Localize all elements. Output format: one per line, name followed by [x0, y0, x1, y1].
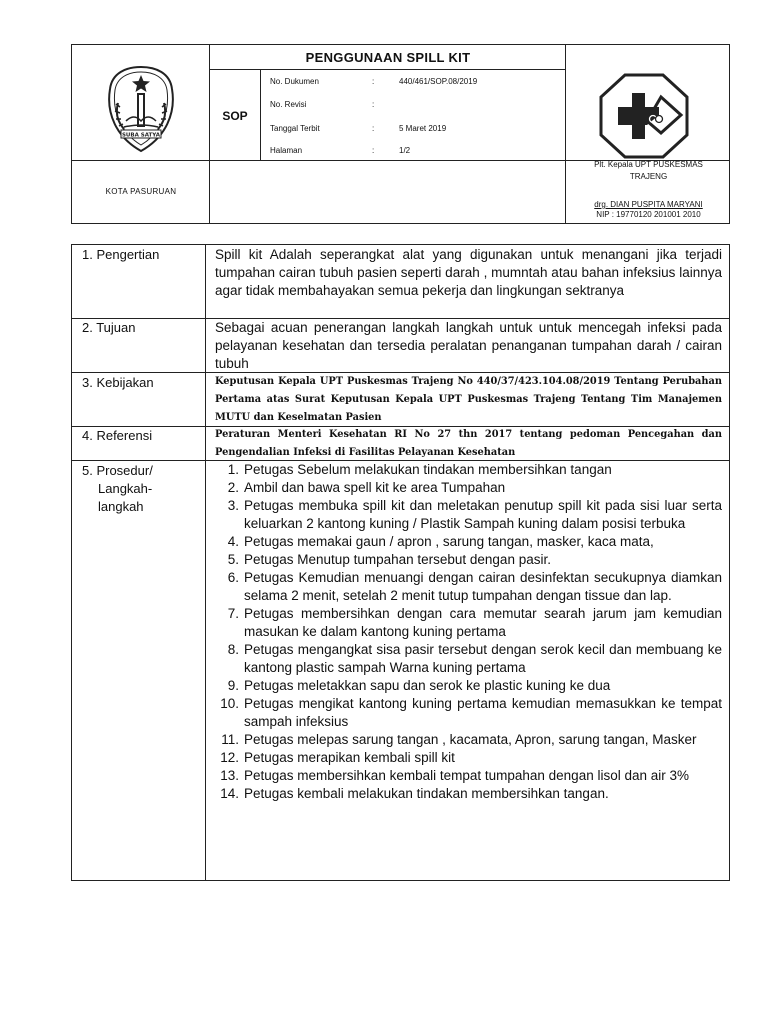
section-text-pengertian: Spill kit Adalah seperangkat alat yang digunakan untuk menangani jika terjadi tumpahan cairan tubuh pasien seperti darah , mumntah atau bahan infeksius lainnya agar tidak membahayakan semua pekerja dan lingkungan sektranya [215, 247, 722, 298]
divider [209, 69, 565, 70]
sop-content-table [71, 244, 730, 881]
meta-colon: : [372, 77, 375, 86]
meta-value-document-number: 440/461/SOP.08/2019 [399, 77, 478, 86]
signature-nip: NIP : 19770120 201001 2010 [596, 210, 701, 219]
signature-role-line-2: TRAJENG [629, 172, 668, 181]
document-title: PENGGUNAAN SPILL KIT [305, 50, 471, 65]
meta-colon: : [372, 100, 375, 109]
procedure-step: 7. Petugas membersihkan dengan cara memutar searah jarum jam kemudian masukan ke dalam kantong kuning pertama [227, 606, 722, 639]
svg-text:SUBA SATYA: SUBA SATYA [121, 132, 161, 139]
procedure-step: 14. Petugas kembali melakukan tindakan membersihkan tangan. [220, 786, 609, 801]
puskesmas-logo [599, 73, 689, 159]
meta-value-page: 1/2 [399, 146, 411, 155]
divider [205, 245, 206, 880]
procedure-step: 10. Petugas mengikat kantong kuning pertama kemudian memasukkan ke tempat sampah infeksius [220, 696, 722, 729]
signature-name: drg. DIAN PUSPITA MARYANI [594, 200, 703, 209]
section-label-prosedur-line-3: langkah [98, 499, 144, 514]
procedure-step: 13. Petugas membersihkan kembali tempat tumpahan dengan lisol dan air 3% [220, 768, 690, 783]
procedure-step: 12. Petugas merapikan kembali spill kit [220, 750, 455, 765]
meta-label-document-number: No. Dukumen [270, 77, 319, 86]
meta-value-issue-date: 5 Maret 2019 [399, 124, 447, 133]
section-text-referensi: Peraturan Menteri Kesehatan RI No 27 thn 2017 tentang pedoman Pencegahan dan Pengendalian Infeksi di Fasilitas Pelayanan Kesehatan [215, 429, 722, 458]
section-label-referensi: 4. Referensi [82, 428, 153, 443]
divider [565, 45, 566, 223]
meta-label-page: Halaman [270, 146, 303, 155]
section-label-tujuan: 2. Tujuan [82, 320, 136, 335]
section-text-tujuan: Sebagai acuan penerangan langkah langkah untuk untuk mencegah infeksi pada pelayanan kesehatan dan tersedia peralatan penanganan tumpahan darah / cairan tubuh [215, 320, 722, 371]
procedure-step: 9. Petugas meletakkan sapu dan serok ke plastic kuning ke dua [227, 678, 611, 693]
kota-pasuruan-emblem [104, 63, 178, 155]
meta-colon: : [372, 146, 375, 155]
signature-role-line-1: Plt. Kepala UPT PUSKESMAS [594, 160, 703, 169]
meta-colon: : [372, 124, 375, 133]
section-text-kebijakan: Keputusan Kepala UPT Puskesmas Trajeng No 440/37/423.104.08/2019 Tentang Perubahan Pertama atas Surat Keputusan Kepala UPT Puskesmas Trajeng Tentang Tim Manajemen MUTU dan Keselmatan Pasien [215, 376, 722, 423]
procedure-step: 2. Ambil dan bawa spell kit ke area Tumpahan [227, 480, 506, 495]
city-label: KOTA PASURUAN [105, 187, 177, 196]
sop-header-table [71, 44, 730, 224]
section-label-prosedur-line-2: Langkah- [98, 481, 153, 496]
procedure-step: 6. Petugas Kemudian menuangi dengan cairan desinfektan secukupnya diamkan selama 2 menit, setelah 2 menit tutup tumpahan dengan tissue dan lap. [227, 570, 722, 603]
procedure-step: 11. Petugas melepas sarung tangan , kacamata, Apron, sarung tangan, Masker [221, 732, 697, 747]
procedure-step: 8. Petugas mengangkat sisa pasir tersebut dengan serok kecil dan membuang ke kantong plastic sampah Warna kuning pertama [227, 642, 722, 675]
procedure-step: 5. Petugas Menutup tumpahan tersebut dengan pasir. [227, 552, 551, 567]
procedure-step: 4. Petugas memakai gaun / apron , sarung tangan, masker, kaca mata, [227, 534, 654, 549]
procedure-step: 1. Petugas Sebelum melakukan tindakan membersihkan tangan [227, 462, 612, 477]
divider [260, 70, 261, 161]
section-label-prosedur: 5. Prosedur/ [82, 463, 153, 478]
procedure-step: 3. Petugas membuka spill kit dan meletakan penutup spill kit pada sisi luar serta keluarkan 2 kantong kuning / Plastik Sampah kuning dalam posisi terbuka [227, 498, 722, 531]
section-label-kebijakan: 3. Kebijakan [82, 375, 154, 390]
section-label-pengertian: 1. Pengertian [82, 247, 160, 262]
divider [209, 45, 210, 223]
sop-label: SOP [222, 109, 248, 123]
meta-label-issue-date: Tanggal Terbit [270, 124, 320, 133]
procedure-steps-list [215, 461, 722, 803]
meta-label-revision: No. Revisi [270, 100, 307, 109]
